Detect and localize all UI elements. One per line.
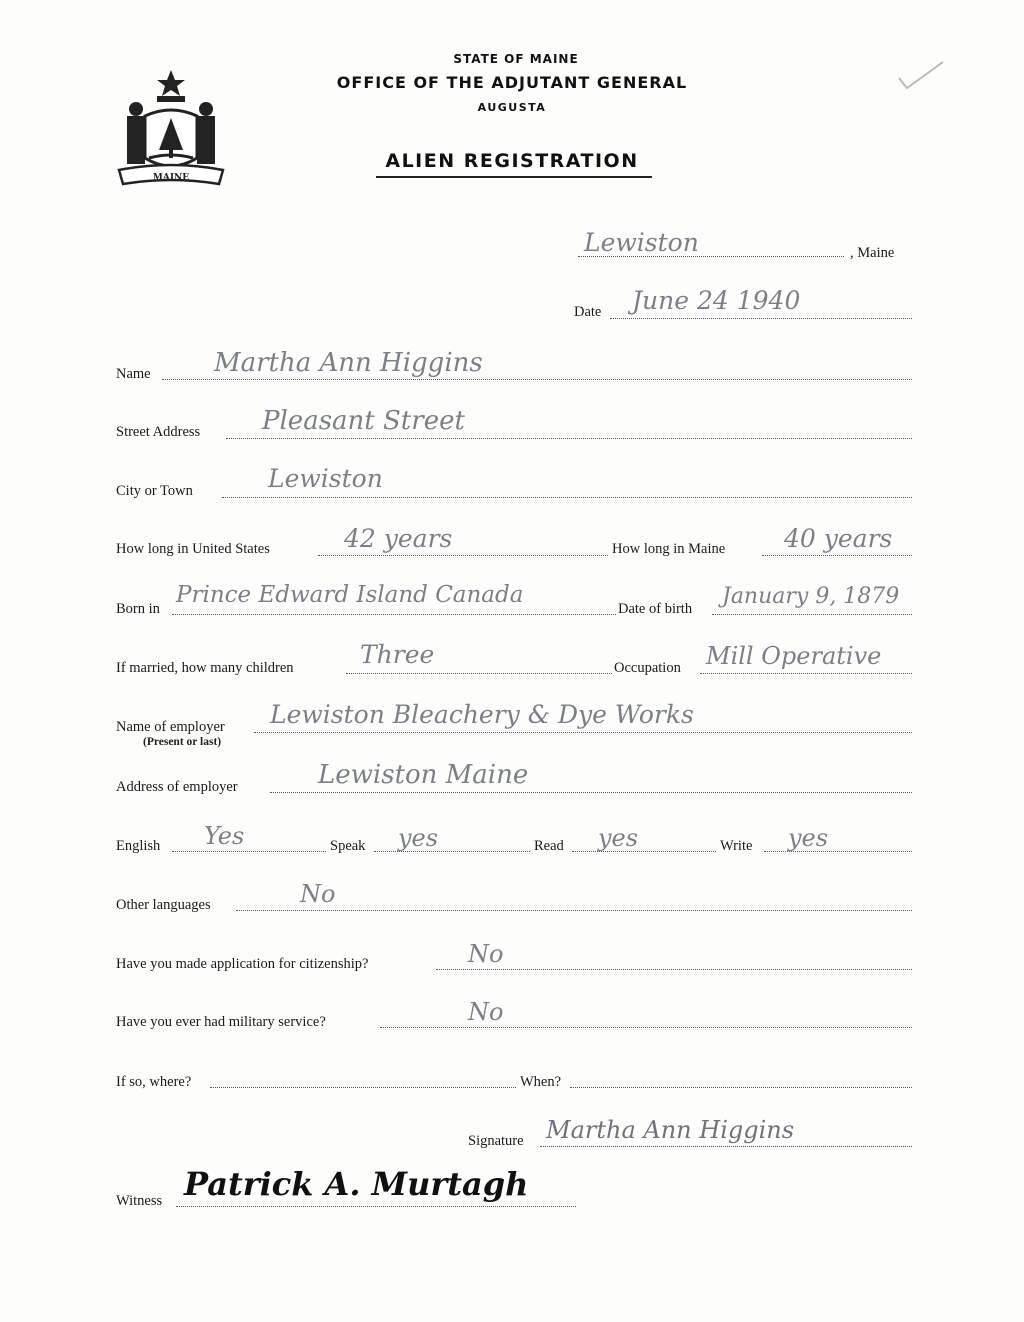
how-long-us-label: How long in United States [116,541,270,557]
read-label: Read [534,838,564,854]
how-long-us-value[interactable]: 42 years [344,524,453,553]
citizenship-label: Have you made application for citizenship? [116,956,369,972]
dob-value[interactable]: January 9, 1879 [722,584,900,609]
witness-line [176,1206,576,1207]
speak-value[interactable]: yes [398,824,439,852]
other-languages-label: Other languages [116,897,211,913]
signature-value[interactable]: Martha Ann Higgins [546,1116,795,1144]
date-value[interactable]: June 24 1940 [632,286,801,315]
english-label: English [116,838,161,854]
employer-address-label: Address of employer [116,779,238,795]
children-label: If married, how many children [116,660,294,676]
occupation-value[interactable]: Mill Operative [706,642,882,670]
when-label: When? [520,1074,562,1090]
header-city: AUGUSTA [477,101,547,114]
how-long-maine-value[interactable]: 40 years [784,524,893,553]
employer-address-value[interactable]: Lewiston Maine [318,760,529,790]
date-label: Date [574,304,602,320]
employer-line [254,732,912,733]
how-long-maine-label: How long in Maine [612,541,726,557]
employer-value[interactable]: Lewiston Bleachery & Dye Works [270,700,694,729]
signature-label: Signature [468,1133,524,1149]
dob-label: Date of birth [618,601,693,617]
where-label: If so, where? [116,1074,192,1090]
other-languages-line [236,910,912,911]
children-value[interactable]: Three [360,640,435,669]
seal-text: MAINE [152,173,190,183]
military-line [380,1027,912,1028]
read-line [572,851,716,852]
dob-line [712,614,912,615]
children-line [346,673,612,674]
citizenship-line [436,969,912,970]
born-in-line [172,614,616,615]
header-state: STATE OF MAINE [453,52,579,66]
witness-label: Witness [116,1193,163,1209]
other-languages-value[interactable]: No [300,880,336,908]
city-line [222,497,912,498]
citizenship-value[interactable]: No [468,940,504,968]
write-value[interactable]: yes [788,824,829,852]
name-line [162,379,912,380]
title-underline [376,176,652,178]
name-label: Name [116,366,151,382]
form-title: ALIEN REGISTRATION [385,150,639,172]
born-in-label: Born in [116,601,160,617]
employer-address-line [270,792,912,793]
occupation-line [700,673,912,674]
born-in-value[interactable]: Prince Edward Island Canada [176,582,524,608]
signature-line [540,1146,912,1147]
military-label: Have you ever had military service? [116,1014,326,1030]
city-label: City or Town [116,483,193,499]
name-value[interactable]: Martha Ann Higgins [214,348,483,378]
street-label: Street Address [116,424,201,440]
date-line [610,318,912,319]
occupation-label: Occupation [614,660,681,676]
city-value[interactable]: Lewiston [268,464,383,493]
write-label: Write [720,838,753,854]
english-value[interactable]: Yes [204,822,245,850]
how-long-maine-line [762,555,912,556]
employer-label: Name of employer [116,719,225,735]
header-office: OFFICE OF THE ADJUTANT GENERAL [336,73,688,92]
witness-value[interactable]: Patrick A. Murtagh [184,1165,529,1203]
how-long-us-line [318,555,608,556]
street-line [226,438,912,439]
english-line [172,851,326,852]
street-value[interactable]: Pleasant Street [262,406,465,436]
read-value[interactable]: yes [598,824,639,852]
speak-label: Speak [330,838,366,854]
employer-sublabel: (Present or last) [143,736,222,748]
write-line [764,851,912,852]
when-line [570,1087,912,1088]
military-value[interactable]: No [468,998,504,1026]
where-line [210,1087,516,1088]
place-value[interactable]: Lewiston [584,228,699,257]
place-suffix: , Maine [850,245,895,261]
